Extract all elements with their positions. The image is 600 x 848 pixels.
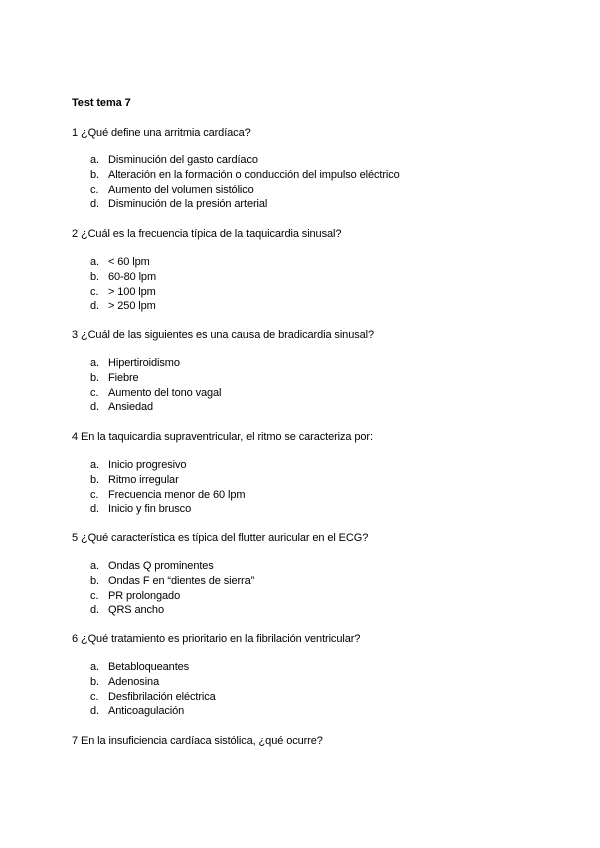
option-text: Alteración en la formación o conducción del impulso eléctrico <box>108 168 400 181</box>
option-text: QRS ancho <box>108 604 164 617</box>
option-text: Ritmo irregular <box>108 473 179 486</box>
option-text: Hipertiroidismo <box>108 357 180 369</box>
question-7: 7 En la insuficiencia cardíaca sistólica, ¿qué ocurre? <box>72 735 323 747</box>
option-text: 60-80 lpm <box>108 270 157 283</box>
option-letter: d. <box>90 300 99 313</box>
option-letter: a. <box>90 357 99 369</box>
option-letter: a. <box>90 154 99 166</box>
option-letter: b. <box>90 675 99 688</box>
option-letter: a. <box>90 256 99 268</box>
option-text: > 100 lpm <box>108 285 156 298</box>
option-text: Disminución del gasto cardíaco <box>108 154 258 166</box>
option-letter: a. <box>90 459 99 471</box>
option-letter: b. <box>90 574 99 587</box>
option-text: Ondas Q prominentes <box>108 560 214 572</box>
question-3: 3 ¿Cuál de las siguientes es una causa de bradicardia sinusal? <box>72 329 374 341</box>
option-text: Disminución de la presión arterial <box>108 198 268 211</box>
option-letter: d. <box>90 401 99 414</box>
option-text: Inicio y fin brusco <box>108 503 192 516</box>
option-letter: c. <box>90 386 99 399</box>
option-letter: b. <box>90 168 99 181</box>
option-letter: d. <box>90 503 99 516</box>
option-letter: a. <box>90 560 99 572</box>
option-text: Inicio progresivo <box>108 459 187 471</box>
option-text: Desfibrilación eléctrica <box>108 690 216 703</box>
option-text: Ondas F en “dientes de sierra” <box>108 574 255 587</box>
option-text: Frecuencia menor de 60 lpm <box>108 488 246 501</box>
option-letter: b. <box>90 371 99 384</box>
option-text: Betabloqueantes <box>108 661 190 673</box>
option-text: Aumento del volumen sistólico <box>108 183 254 196</box>
option-text: Fiebre <box>108 371 139 384</box>
option-letter: c. <box>90 183 99 196</box>
option-letter: c. <box>90 690 99 703</box>
option-letter: c. <box>90 285 99 298</box>
option-text: Adenosina <box>108 675 160 688</box>
option-text: < 60 lpm <box>108 256 150 268</box>
option-text: Anticoagulación <box>108 705 185 718</box>
option-letter: d. <box>90 198 99 211</box>
option-letter: d. <box>90 604 99 617</box>
option-text: Ansiedad <box>108 401 154 414</box>
option-letter: b. <box>90 473 99 486</box>
option-text: Aumento del tono vagal <box>108 386 222 399</box>
option-letter: c. <box>90 488 99 501</box>
question-4: 4 En la taquicardia supraventricular, el ritmo se caracteriza por: <box>72 431 373 443</box>
option-letter: b. <box>90 270 99 283</box>
option-letter: a. <box>90 661 99 673</box>
question-2: 2 ¿Cuál es la frecuencia típica de la taquicardia sinusal? <box>72 228 342 240</box>
question-1: 1 ¿Qué define una arritmia cardíaca? <box>72 127 251 139</box>
document-title: Test tema 7 <box>72 97 131 109</box>
option-text: PR prolongado <box>108 589 181 602</box>
question-6: 6 ¿Qué tratamiento es prioritario en la fibrilación ventricular? <box>72 633 361 645</box>
option-letter: c. <box>90 589 99 602</box>
option-letter: d. <box>90 705 99 718</box>
option-text: > 250 lpm <box>108 300 156 313</box>
question-5: 5 ¿Qué característica es típica del flutter auricular en el ECG? <box>72 532 369 544</box>
